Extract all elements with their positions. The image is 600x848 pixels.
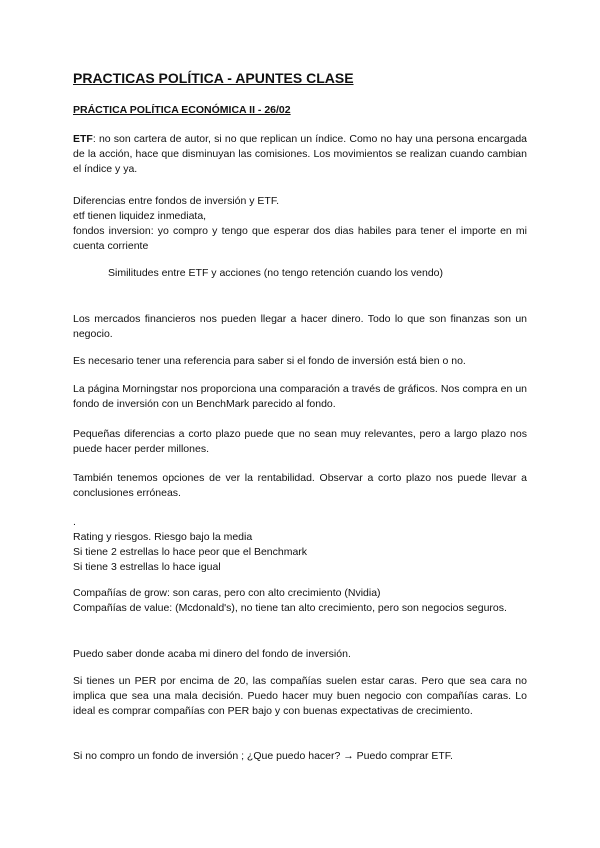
per-paragraph: Si tienes un PER por encima de 20, las compañías suelen estar caras. Pero que sea cara no implica que sea una mala decisión. Puedo hacer muy buen negocio con compañías caras. Lo ideal es comprar compañías con PER bajo y con buenas expectativas de crecimiento. xyxy=(73,675,527,717)
companias-grow: Compañías de grow: son caras, pero con alto crecimiento (Nvidia) xyxy=(73,587,381,599)
fondos-inversion-note: fondos inversion: yo compro y tengo que esperar dos dias habiles para tener el importe en mi cuenta corriente xyxy=(73,225,527,252)
etf-text: : no son cartera de autor, si no que replican un índice. Como no hay una persona encargada de la acción, hace que disminuyan las comisiones. Los movimientos se realizan cuando cambian el índice y ya. xyxy=(73,133,527,175)
companias-block xyxy=(73,586,527,616)
companias-value: Compañías de value: (Mcdonald's), no tiene tan alto crecimiento, pero son negocios seguros. xyxy=(73,602,507,614)
rentabilidad-paragraph: También tenemos opciones de ver la rentabilidad. Observar a corto plazo nos puede llevar a conclusiones erróneas. xyxy=(73,472,527,499)
final-paragraph: Si no compro un fondo de inversión ; ¿Que puedo hacer? → Puedo comprar ETF. xyxy=(73,750,453,762)
referencia-paragraph: Es necesario tener una referencia para saber si el fondo de inversión está bien o no. xyxy=(73,355,466,367)
similitudes-note: Similitudes entre ETF y acciones (no tengo retención cuando los vendo) xyxy=(108,267,444,279)
etf-paragraph xyxy=(73,132,527,177)
morningstar-paragraph: La página Morningstar nos proporciona una comparación a través de gráficos. Nos compra en un fondo de inversión con un BenchMark parecido al fondo. xyxy=(73,383,527,410)
rating-block xyxy=(73,515,527,575)
rating-dot: . xyxy=(73,516,76,528)
diferencias-heading: Diferencias entre fondos de inversión y ETF. xyxy=(73,195,280,207)
rating-heading: Rating y riesgos. Riesgo bajo la media xyxy=(73,531,253,543)
etf-liquidez: etf tienen liquidez inmediata, xyxy=(73,210,207,222)
diferencias-block xyxy=(73,194,527,254)
rating-2-stars: Si tiene 2 estrellas lo hace peor que el Benchmark xyxy=(73,546,308,558)
document-title: PRACTICAS POLÍTICA - APUNTES CLASE xyxy=(73,70,354,86)
etf-label: ETF xyxy=(73,133,93,145)
dinero-paragraph: Puedo saber donde acaba mi dinero del fondo de inversión. xyxy=(73,648,351,660)
rating-3-stars: Si tiene 3 estrellas lo hace igual xyxy=(73,561,221,573)
mercados-paragraph: Los mercados financieros nos pueden llegar a hacer dinero. Todo lo que son finanzas son un negocio. xyxy=(73,313,527,340)
section-subtitle: PRÁCTICA POLÍTICA ECONÓMICA II - 26/02 xyxy=(73,104,291,116)
diferencias-plazo-paragraph: Pequeñas diferencias a corto plazo puede que no sean muy relevantes, pero a largo plazo nos puede hacer perder millones. xyxy=(73,428,527,455)
